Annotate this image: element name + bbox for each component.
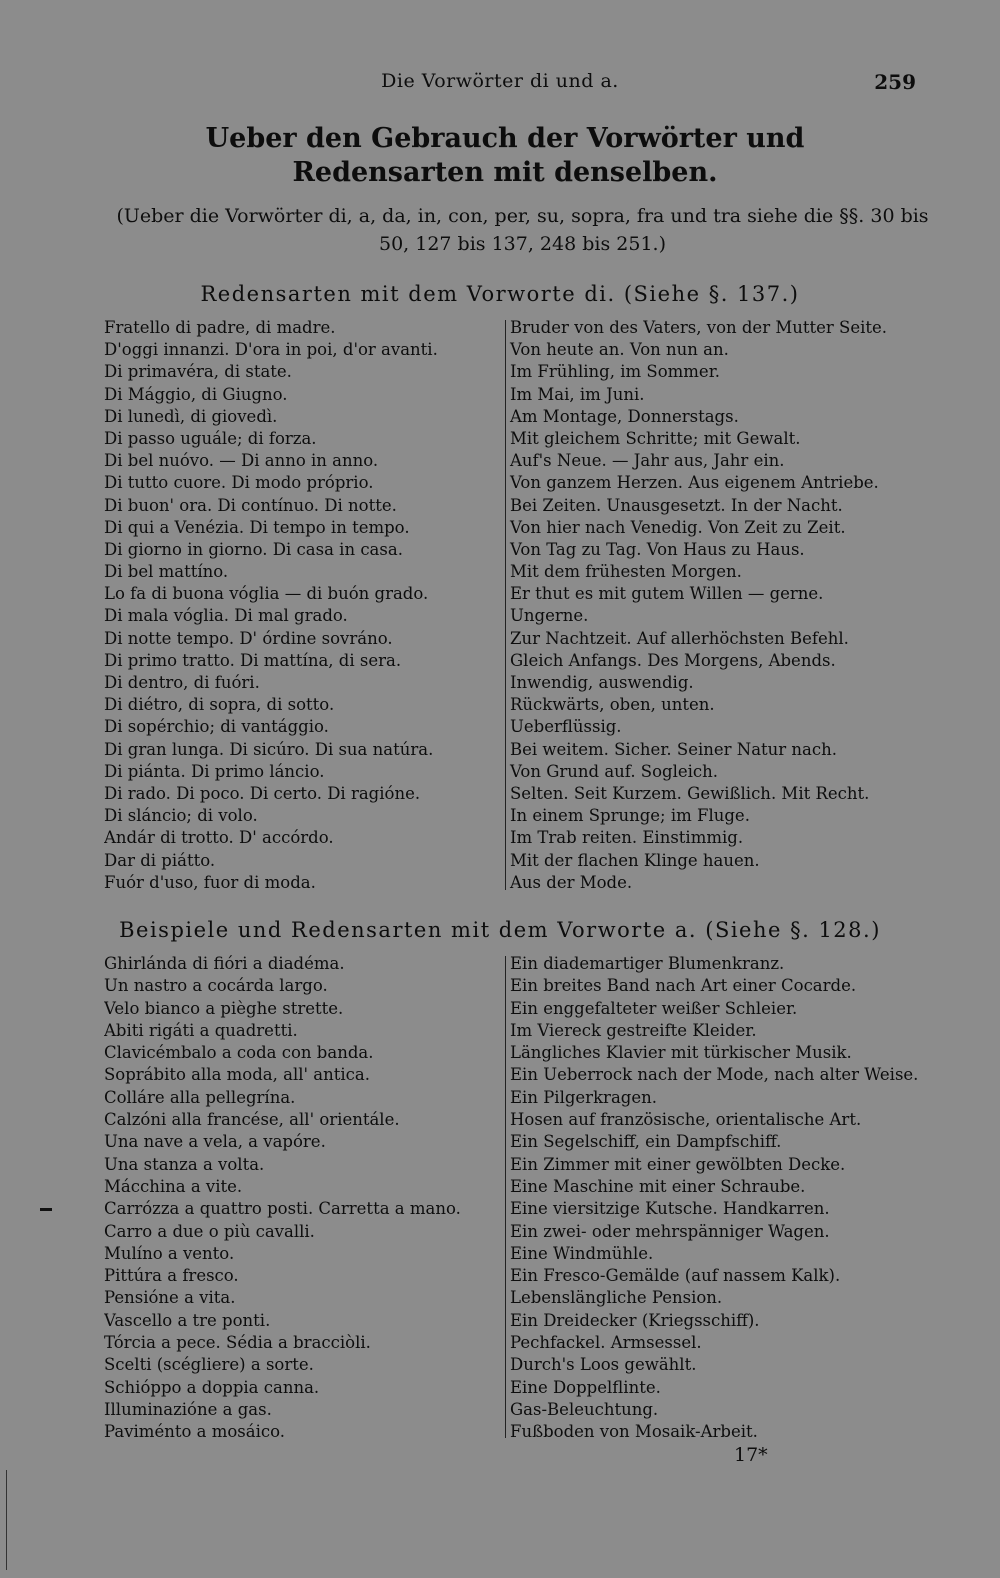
italian-phrase: Dar di piátto. [104,850,216,870]
table-row [104,1244,934,1266]
italian-phrase: Di piánta. Di primo láncio. [104,761,325,781]
italian-phrase: Vascello a tre ponti. [104,1310,271,1330]
italian-phrase: Di lunedì, di giovedì. [104,406,278,426]
table-row [104,1132,934,1154]
intro-note: (Ueber die Vorwörter di, a, da, in, con, per, su, sopra, fra und tra siehe die §§. 30 bis 50, 127 bis 137, 248 bis 251.) [116,205,929,255]
table-row [104,1333,934,1355]
italian-phrase: Di sláncio; di volo. [104,806,258,826]
german-translation: Ein zwei- oder mehrspänniger Wagen. [510,1221,830,1241]
german-translation: Selten. Seit Kurzem. Gewißlich. Mit Recht. [510,783,870,803]
page-title: Ueber den Gebrauch der Vorwörter und Redensarten mit denselben. [205,123,805,188]
table-row [104,673,934,695]
italian-phrase: Di primo tratto. Di mattína, di sera. [104,650,402,670]
table-row [104,873,934,895]
german-translation: Mit gleichem Schritte; mit Gewalt. [510,428,801,448]
table-row [104,954,934,976]
german-translation: Ein Ueberrock nach der Mode, nach alter Weise. [510,1065,919,1085]
german-translation: Eine Doppelflinte. [510,1377,661,1397]
german-translation: Ein Fresco-Gemälde (auf nassem Kalk). [510,1266,841,1286]
table-row [104,762,934,784]
italian-phrase: Clavicémbalo a coda con banda. [104,1043,374,1063]
margin-mark [40,1208,52,1211]
table-row [104,340,934,362]
italian-phrase: Di tutto cuore. Di modo próprio. [104,473,374,493]
italian-phrase: Fuór d'uso, fuor di moda. [104,872,316,892]
italian-phrase: Di primavéra, di state. [104,362,292,382]
table-row [104,806,934,828]
section-heading-di: Redensarten mit dem Vorworte di. (Siehe §. 137.) [200,282,800,306]
italian-phrase: Lo fa di buona vóglia — di buón grado. [104,584,429,604]
table-row [104,717,934,739]
german-translation: Längliches Klavier mit türkischer Musik. [510,1043,852,1063]
table-row [104,606,934,628]
signature-mark: 17* [734,1444,768,1466]
german-translation: Hosen auf französische, orientalische Art. [510,1110,862,1130]
german-translation: Ueberflüssig. [510,717,622,737]
table-row [104,362,934,384]
italian-phrase: Carro a due o più cavalli. [104,1221,315,1241]
table-row [104,1400,934,1422]
german-translation: Mit der flachen Klinge hauen. [510,850,760,870]
italian-phrase: Di dentro, di fuóri. [104,673,260,692]
italian-phrase: Abiti rigáti a quadretti. [104,1020,298,1040]
german-translation: Aus der Mode. [510,872,633,892]
german-translation: Von hier nach Venedig. Von Zeit zu Zeit. [510,517,846,537]
german-translation: Ein Zimmer mit einer gewölbten Decke. [510,1154,846,1174]
table-row [104,976,934,998]
italian-phrase: Di passo uguále; di forza. [104,428,317,448]
german-translation: Im Trab reiten. Einstimmig. [510,828,744,848]
german-translation: Im Mai, im Juni. [510,384,645,404]
table-row [104,584,934,606]
german-translation: Ein Pilgerkragen. [510,1087,657,1107]
italian-phrase: Un nastro a cocárda largo. [104,976,328,996]
column-divider [505,956,506,1438]
german-translation: Ein breites Band nach Art einer Cocarde. [510,976,857,996]
table-row [104,451,934,473]
german-translation: Eine Maschine mit einer Schraube. [510,1176,806,1196]
italian-phrase: Di rado. Di poco. Di certo. Di ragióne. [104,783,421,803]
german-translation: Ein Dreidecker (Kriegsschiff). [510,1310,760,1330]
italian-phrase: Mulíno a vento. [104,1243,235,1263]
italian-phrase: Illuminazióne a gas. [104,1399,272,1419]
italian-phrase: Fratello di padre, di madre. [104,318,336,337]
table-row [104,1222,934,1244]
table-row [104,1288,934,1310]
german-translation: Er thut es mit gutem Willen — gerne. [510,584,824,604]
table-row [104,429,934,451]
german-translation: Lebenslängliche Pension. [510,1288,723,1308]
italian-phrase: Velo bianco a pièghe strette. [104,998,344,1018]
german-translation: In einem Sprunge; im Fluge. [510,806,750,826]
italian-phrase: Ghirlánda di fióri a diadéma. [104,954,345,973]
table-row [104,1199,934,1221]
table-row [104,407,934,429]
italian-phrase: Di qui a Venézia. Di tempo in tempo. [104,517,410,537]
german-translation: Bruder von des Vaters, von der Mutter Seite. [510,318,887,337]
german-translation: Ein Segelschiff, ein Dampfschiff. [510,1132,782,1152]
italian-phrase: Carrózza a quattro posti. Carretta a mano. [104,1199,461,1219]
german-translation: Von ganzem Herzen. Aus eigenem Antriebe. [510,473,879,493]
german-translation: Auf's Neue. — Jahr aus, Jahr ein. [510,451,785,471]
italian-phrase: Di Mággio, di Giugno. [104,384,288,404]
german-translation: Fußboden von Mosaik-Arbeit. [510,1422,758,1442]
german-translation: Bei weitem. Sicher. Seiner Natur nach. [510,739,837,759]
italian-phrase: D'oggi innanzi. D'ora in poi, d'or avanti. [104,340,438,360]
italian-phrase: Andár di trotto. D' accórdo. [104,828,334,848]
italian-phrase: Pittúra a fresco. [104,1266,239,1286]
italian-phrase: Calzóni alla francése, all' orientále. [104,1110,400,1130]
table-row [104,784,934,806]
table-row [104,828,934,850]
german-translation: Inwendig, auswendig. [510,673,694,692]
table-row [104,1355,934,1377]
german-translation: Am Montage, Donnerstags. [510,406,739,426]
table-row [104,540,934,562]
running-title: Die Vorwörter di und a. [381,70,619,92]
italian-phrase: Di bel mattíno. [104,562,229,582]
table-row [104,1065,934,1087]
italian-phrase: Di sopérchio; di vantággio. [104,717,329,737]
italian-phrase: Di mala vóglia. Di mal grado. [104,606,348,626]
italian-phrase: Una nave a vela, a vapóre. [104,1132,326,1152]
section-heading-a: Beispiele und Redensarten mit dem Vorworte a. (Siehe §. 128.) [119,918,881,942]
table-row [104,385,934,407]
table-row [104,1088,934,1110]
table-row [104,1043,934,1065]
italian-phrase: Pensióne a vita. [104,1288,236,1308]
table-row [104,695,934,717]
german-translation: Gas-Beleuchtung. [510,1399,659,1419]
table-row [104,473,934,495]
german-translation: Pechfackel. Armsessel. [510,1333,702,1353]
italian-phrase: Di buon' ora. Di contínuo. Di notte. [104,495,397,515]
table-row [104,1177,934,1199]
italian-phrase: Scelti (scégliere) a sorte. [104,1355,314,1375]
german-translation: Im Frühling, im Sommer. [510,362,721,382]
german-translation: Gleich Anfangs. Des Morgens, Abends. [510,650,836,670]
phrase-table-di [104,318,934,895]
german-translation: Ein diademartiger Blumenkranz. [510,954,785,973]
italian-phrase: Mácchina a vite. [104,1176,243,1196]
german-translation: Ungerne. [510,606,589,626]
column-divider [505,320,506,890]
table-row [104,651,934,673]
table-row [104,518,934,540]
german-translation: Eine viersitzige Kutsche. Handkarren. [510,1199,830,1219]
german-translation: Von heute an. Von nun an. [510,340,729,360]
table-row [104,496,934,518]
german-translation: Von Tag zu Tag. Von Haus zu Haus. [510,539,805,559]
table-row [104,999,934,1021]
german-translation: Von Grund auf. Sogleich. [510,761,719,781]
italian-phrase: Tórcia a pece. Sédia a bracciòli. [104,1333,371,1353]
german-translation: Ein enggefalteter weißer Schleier. [510,998,798,1018]
table-row [104,1155,934,1177]
table-row [104,629,934,651]
german-translation: Eine Windmühle. [510,1243,654,1263]
german-translation: Im Viereck gestreifte Kleider. [510,1020,757,1040]
margin-line [6,1470,7,1570]
italian-phrase: Soprábito alla moda, all' antica. [104,1065,370,1085]
italian-phrase: Una stanza a volta. [104,1154,265,1174]
italian-phrase: Paviménto a mosáico. [104,1422,286,1442]
phrase-table-a [104,954,934,1445]
table-row [104,1021,934,1043]
italian-phrase: Colláre alla pellegrína. [104,1087,296,1107]
table-row [104,1266,934,1288]
german-translation: Durch's Loos gewählt. [510,1355,697,1375]
german-translation: Bei Zeiten. Unausgesetzt. In der Nacht. [510,495,843,515]
german-translation: Rückwärts, oben, unten. [510,695,715,715]
table-row [104,1311,934,1333]
table-row [104,1422,934,1444]
italian-phrase: Di bel nuóvo. — Di anno in anno. [104,451,379,471]
page-number: 259 [874,70,916,94]
table-row [104,562,934,584]
table-row [104,1110,934,1132]
italian-phrase: Di notte tempo. D' órdine sovráno. [104,628,393,648]
table-row [104,318,934,340]
german-translation: Zur Nachtzeit. Auf allerhöchsten Befehl. [510,628,849,648]
italian-phrase: Di diétro, di sopra, di sotto. [104,695,335,715]
italian-phrase: Di giorno in giorno. Di casa in casa. [104,539,403,559]
table-row [104,740,934,762]
table-row [104,851,934,873]
german-translation: Mit dem frühesten Morgen. [510,562,742,582]
table-row [104,1378,934,1400]
italian-phrase: Di gran lunga. Di sicúro. Di sua natúra. [104,739,434,759]
italian-phrase: Schióppo a doppia canna. [104,1377,320,1397]
